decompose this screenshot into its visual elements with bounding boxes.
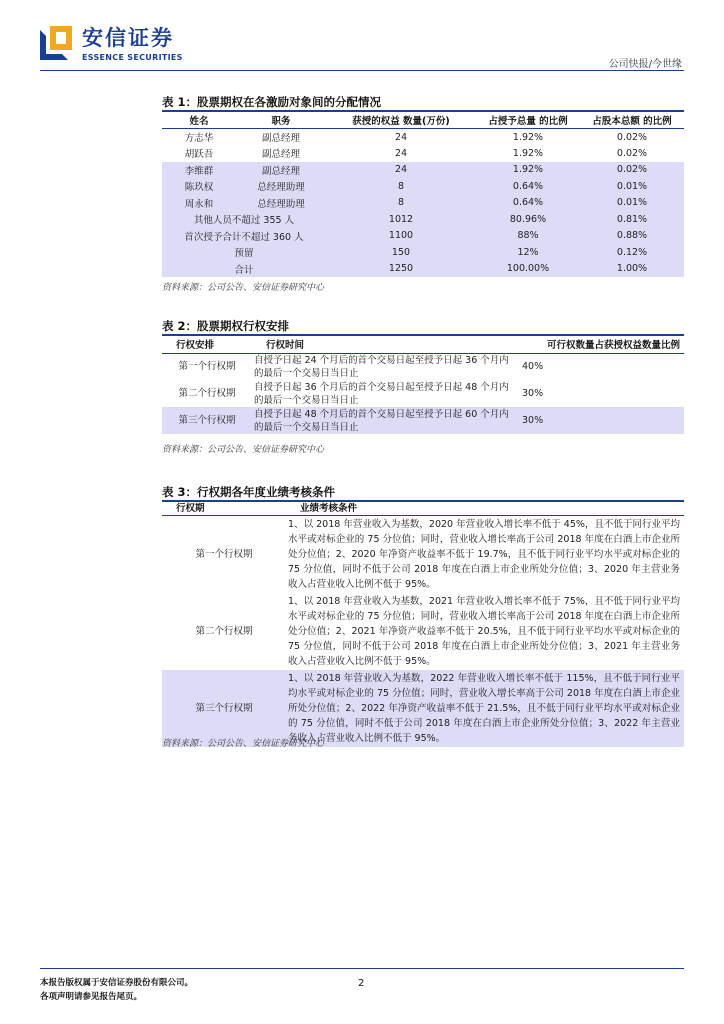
table-row bbox=[162, 353, 684, 380]
table2-title bbox=[162, 318, 289, 334]
footer-disclaimer bbox=[40, 976, 193, 1004]
footer-notice: 各项声明请参见报告尾页。 bbox=[40, 992, 143, 1002]
allocation-table bbox=[162, 112, 684, 277]
table-row bbox=[162, 670, 684, 747]
cell-role: 副总经理 bbox=[236, 162, 326, 179]
cell-qty: 150 bbox=[326, 244, 476, 261]
cell-capital: 0.02% bbox=[580, 162, 684, 179]
cell-time-line2: 的最后一个交易日当日止 bbox=[254, 394, 359, 406]
cell-role: 总经理助理 bbox=[236, 195, 326, 212]
cell-qty: 24 bbox=[394, 147, 408, 159]
cell-label: 其他人员不超过 355 人 bbox=[162, 211, 326, 228]
cell-qty: 1012 bbox=[326, 211, 476, 228]
cell-capital: 0.88% bbox=[580, 228, 684, 245]
table-row-first-grant bbox=[162, 228, 684, 245]
col-ratio: 可行权数量占获授权益数量比例 bbox=[520, 336, 684, 353]
cell-period: 第三个行权期 bbox=[162, 670, 286, 747]
table2-source: 资料来源：公司公告、安信证券研究中心 bbox=[162, 445, 325, 455]
cell-role: 副总经理 bbox=[261, 149, 300, 161]
cell-qty: 24 bbox=[326, 162, 476, 179]
col-qty: 获授的权益 数量(万份) bbox=[326, 112, 476, 129]
table3-source: 资料来源：公司公告、安信证券研究中心 bbox=[162, 739, 325, 749]
table2-title-text: 表 2：股票期权行权安排 bbox=[162, 319, 290, 333]
table-row bbox=[162, 162, 684, 179]
cell-qty: 1100 bbox=[326, 228, 476, 245]
col-role: 职务 bbox=[236, 112, 326, 129]
table-header-row bbox=[162, 336, 684, 353]
cell-role: 总经理助理 bbox=[236, 178, 326, 195]
cell-name: 胡跃吾 bbox=[184, 149, 214, 161]
logo-mark-icon bbox=[40, 26, 74, 62]
cell-share: 1.92% bbox=[512, 131, 544, 143]
cell-role: 副总经理 bbox=[261, 133, 300, 144]
cell-time bbox=[252, 353, 520, 380]
cell-period: 第二个行权期 bbox=[178, 388, 236, 399]
cell-qty: 1250 bbox=[326, 261, 476, 278]
cell-condition: 1、以 2018 年营业收入为基数，2021 年营业收入增长率不低于 75%，且不低于同行业平均水平或对标企业的 75 分位值；同时，营业收入增长率高于公司 2018 年度在白酒上市企业所处分位值；2、2021 年净资产收益率不低于 20.5%，且不低于同行业平均水平或对标企业的 75 分位值，同时不低于公司 2018 年度在白酒上市企业所处分位值；3、2021 年主营业务收入占营业收入比例不低于 95%。 bbox=[288, 595, 680, 667]
cell-time bbox=[252, 380, 520, 407]
table-row bbox=[162, 407, 684, 434]
table-row-reserve bbox=[162, 244, 684, 261]
cell-period: 第一个行权期 bbox=[178, 361, 236, 373]
cell-name: 李维群 bbox=[162, 162, 236, 179]
cell-share: 0.64% bbox=[476, 195, 580, 212]
cell-period: 第三个行权期 bbox=[162, 407, 252, 434]
cell-share: 80.96% bbox=[476, 211, 580, 228]
cell-capital: 1.00% bbox=[580, 261, 684, 278]
cell-condition: 1、以 2018 年营业收入为基数，2020 年营业收入增长率不低于 45%，且不低于同行业平均水平或对标企业的 75 分位值；同时，营业收入增长率高于公司 2018 年度在白酒上市企业所处分位值；2、2020 年净资产收益率不低于 19.7%，且不低于同行业平均水平或对标企业的 75 分位值，同时不低于公司 2018 年度在白酒上市企业所处分位值；3、2020 年主营业务收入占营业收入比例不低于 95%。 bbox=[288, 518, 680, 590]
table1-title-text: 表 1：股票期权在各激励对象间的分配情况 bbox=[162, 95, 382, 109]
cell-qty: 24 bbox=[394, 131, 408, 143]
header-divider bbox=[40, 70, 684, 71]
table-row bbox=[162, 515, 684, 593]
cell-time-line2: 的最后一个交易日当日止 bbox=[254, 367, 359, 379]
cell-ratio: 30% bbox=[522, 388, 544, 399]
logo-english-name: ESSENCE SECURITIES bbox=[82, 53, 183, 62]
table-row bbox=[162, 593, 684, 670]
table-row bbox=[162, 195, 684, 212]
table1-title bbox=[162, 94, 381, 110]
table-row bbox=[162, 178, 684, 195]
col-period: 行权安排 bbox=[162, 336, 252, 353]
table-row bbox=[162, 129, 684, 146]
cell-period: 第二个行权期 bbox=[195, 625, 253, 637]
cell-time-line1: 自授予日起 48 个月后的首个交易日起至授予日起 60 个月内 bbox=[254, 408, 509, 420]
cell-share: 12% bbox=[476, 244, 580, 261]
cell-share: 100.00% bbox=[476, 261, 580, 278]
report-type-label: 公司快报/今世缘 bbox=[608, 59, 682, 70]
cell-capital: 0.12% bbox=[580, 244, 684, 261]
col-name: 姓名 bbox=[162, 112, 236, 129]
page-number: 2 bbox=[358, 978, 365, 989]
logo-chinese-name: 安信证券 bbox=[82, 26, 174, 50]
cell-label: 预留 bbox=[162, 244, 326, 261]
cell-label: 合计 bbox=[162, 261, 326, 278]
cell-time-line1: 自授予日起 36 个月后的首个交易日起至授予日起 48 个月内 bbox=[254, 381, 509, 393]
table3-title bbox=[162, 484, 335, 500]
cell-capital: 0.01% bbox=[580, 178, 684, 195]
cell-ratio: 30% bbox=[520, 407, 684, 434]
table-row bbox=[162, 145, 684, 162]
table-header-row bbox=[162, 500, 684, 515]
cell-time-line1: 自授予日起 24 个月后的首个交易日起至授予日起 36 个月内 bbox=[254, 354, 509, 366]
cell-share: 0.64% bbox=[476, 178, 580, 195]
cell-qty: 8 bbox=[326, 195, 476, 212]
cell-capital: 0.02% bbox=[616, 147, 648, 159]
cell-ratio: 40% bbox=[522, 361, 544, 373]
col-condition: 业绩考核条件 bbox=[286, 500, 684, 515]
table-row-total bbox=[162, 261, 684, 278]
performance-conditions-table bbox=[162, 500, 684, 747]
cell-share: 1.92% bbox=[512, 147, 544, 159]
col-period: 行权期 bbox=[162, 500, 286, 515]
cell-period: 第一个行权期 bbox=[195, 548, 253, 560]
cell-capital: 0.81% bbox=[580, 211, 684, 228]
cell-label: 首次授予合计不超过 360 人 bbox=[162, 228, 326, 245]
col-share: 占授予总量 的比例 bbox=[476, 112, 580, 129]
cell-name: 陈玖权 bbox=[162, 178, 236, 195]
cell-time-line2: 的最后一个交易日当日止 bbox=[254, 421, 359, 433]
footer-copyright: 本报告版权属于安信证券股份有限公司。 bbox=[40, 978, 194, 988]
table-row-other bbox=[162, 211, 684, 228]
cell-name: 周永和 bbox=[162, 195, 236, 212]
table1-source: 资料来源：公司公告、安信证券研究中心 bbox=[162, 283, 325, 293]
table-row bbox=[162, 380, 684, 407]
footer-divider bbox=[40, 968, 684, 969]
cell-qty: 8 bbox=[326, 178, 476, 195]
col-capital: 占股本总额 的比例 bbox=[580, 112, 684, 129]
table3-title-text: 表 3：行权期各年度业绩考核条件 bbox=[162, 485, 336, 499]
col-time: 行权时间 bbox=[252, 336, 520, 353]
cell-share: 88% bbox=[476, 228, 580, 245]
exercise-schedule-table bbox=[162, 336, 684, 434]
cell-time bbox=[252, 407, 520, 434]
table-header-row bbox=[162, 112, 684, 129]
cell-share: 1.92% bbox=[476, 162, 580, 179]
cell-capital: 0.02% bbox=[616, 131, 648, 143]
cell-condition: 1、以 2018 年营业收入为基数，2022 年营业收入增长率不低于 115%，且不低于同行业平均水平或对标企业的 75 分位值；同时，营业收入增长率高于公司 2018 年度在白酒上市企业所处分位值；2、2022 年净资产收益率不低于 21.5%，且不低于同行业平均水平或对标企业的 75 分位值，同时不低于公司 2018 年度在白酒上市企业所处分位值；3、2022 年主营业务收入占营业收入比例不低于 95%。 bbox=[286, 670, 684, 747]
cell-name: 方志华 bbox=[184, 133, 214, 144]
company-logo bbox=[40, 26, 183, 62]
cell-capital: 0.01% bbox=[580, 195, 684, 212]
